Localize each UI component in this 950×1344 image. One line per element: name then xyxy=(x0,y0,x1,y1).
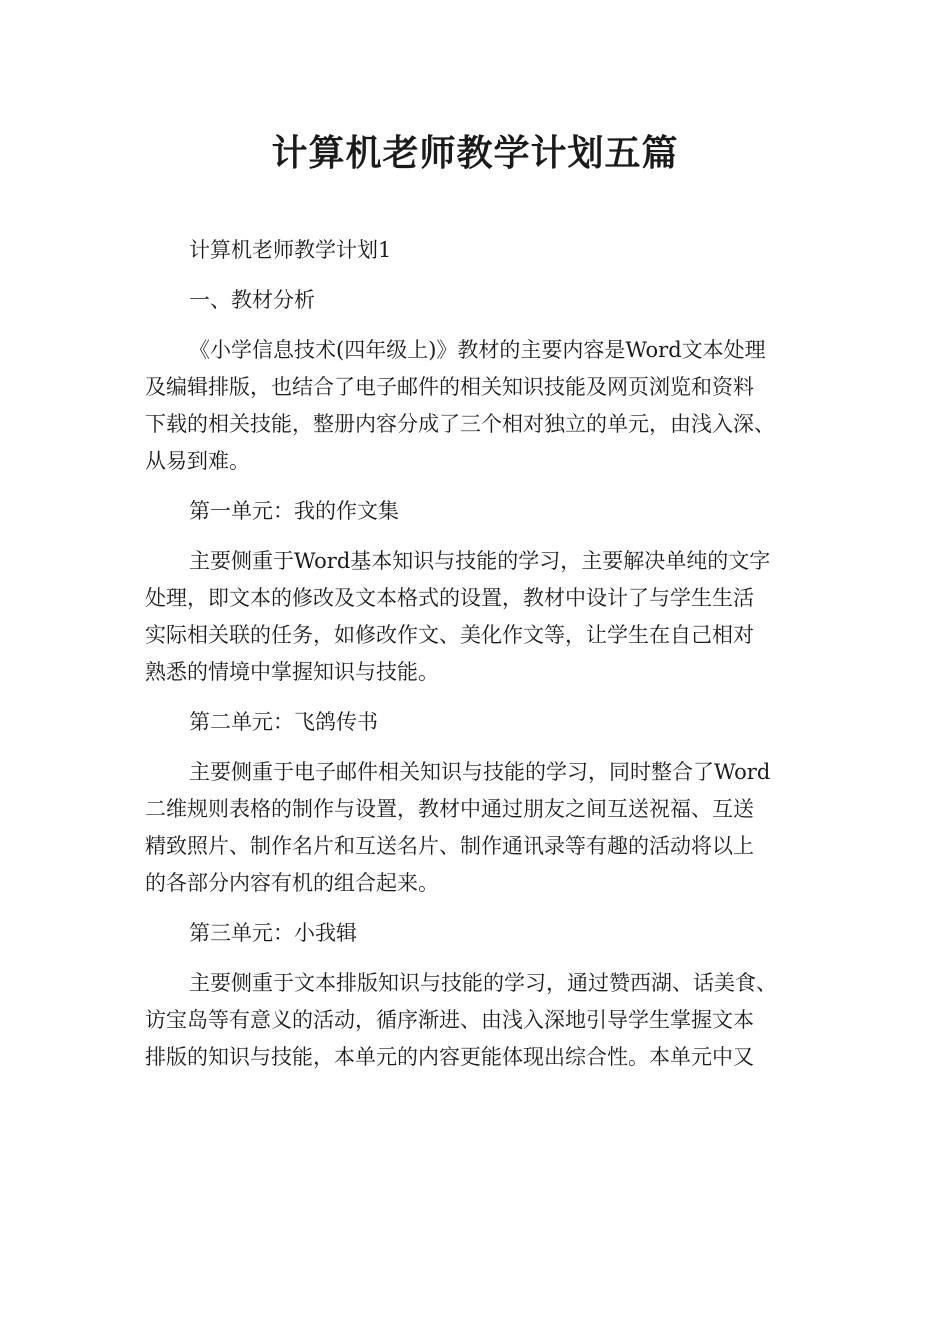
section-heading: 第三单元：小我辑 xyxy=(189,921,357,945)
section-heading: 一、教材分析 xyxy=(189,288,315,312)
paragraph-line: 《小学信息技术(四年级上)》教材的主要内容是Word文本处理 xyxy=(189,338,766,362)
document-title: 计算机老师教学计划五篇 xyxy=(271,133,679,174)
paragraph-line: 二维规则表格的制作与设置，教材中通过朋友之间互送祝福、互送 xyxy=(145,797,754,821)
paragraph-line: 精致照片、制作名片和互送名片、制作通讯录等有趣的活动将以上 xyxy=(145,834,754,858)
paragraph-gap xyxy=(145,269,835,282)
paragraph-line: 主要侧重于Word基本知识与技能的学习，主要解决单纯的文字 xyxy=(189,549,771,573)
paragraph-line: 及编辑排版，也结合了电子邮件的相关知识技能及网页浏览和资料 xyxy=(145,375,754,399)
paragraph-gap xyxy=(145,319,835,332)
paragraph-gap xyxy=(145,480,835,493)
paragraph-line: 处理，即文本的修改及文本格式的设置，教材中设计了与学生生活 xyxy=(145,586,754,610)
paragraph-line: 排版的知识与技能，本单元的内容更能体现出综合性。本单元中又 xyxy=(145,1045,754,1069)
paragraph-line: 主要侧重于电子邮件相关知识与技能的学习，同时整合了Word xyxy=(189,760,771,784)
paragraph-gap xyxy=(145,691,835,704)
paragraph-gap xyxy=(145,530,835,543)
paragraph-line: 从易到难。 xyxy=(145,449,250,473)
paragraph-line: 下载的相关技能，整册内容分成了三个相对独立的单元，由浅入深、 xyxy=(145,412,775,436)
section-heading: 计算机老师教学计划1 xyxy=(189,238,392,262)
section-heading: 第一单元：我的作文集 xyxy=(189,499,399,523)
paragraph-line: 主要侧重于文本排版知识与技能的学习，通过赞西湖、话美食、 xyxy=(189,971,777,995)
paragraph-line: 访宝岛等有意义的活动，循序渐进、由浅入深地引导学生掌握文本 xyxy=(145,1008,754,1032)
section-heading: 第二单元：飞鸽传书 xyxy=(189,710,378,734)
paragraph-line: 实际相关联的任务，如修改作文、美化作文等，让学生在自己相对 xyxy=(145,623,754,647)
paragraph-gap xyxy=(145,741,835,754)
paragraph-gap xyxy=(145,952,835,965)
document-body xyxy=(145,232,835,1076)
paragraph-line: 的各部分内容有机的组合起来。 xyxy=(145,871,439,895)
paragraph-line: 熟悉的情境中掌握知识与技能。 xyxy=(145,660,439,684)
paragraph-gap xyxy=(145,902,835,915)
